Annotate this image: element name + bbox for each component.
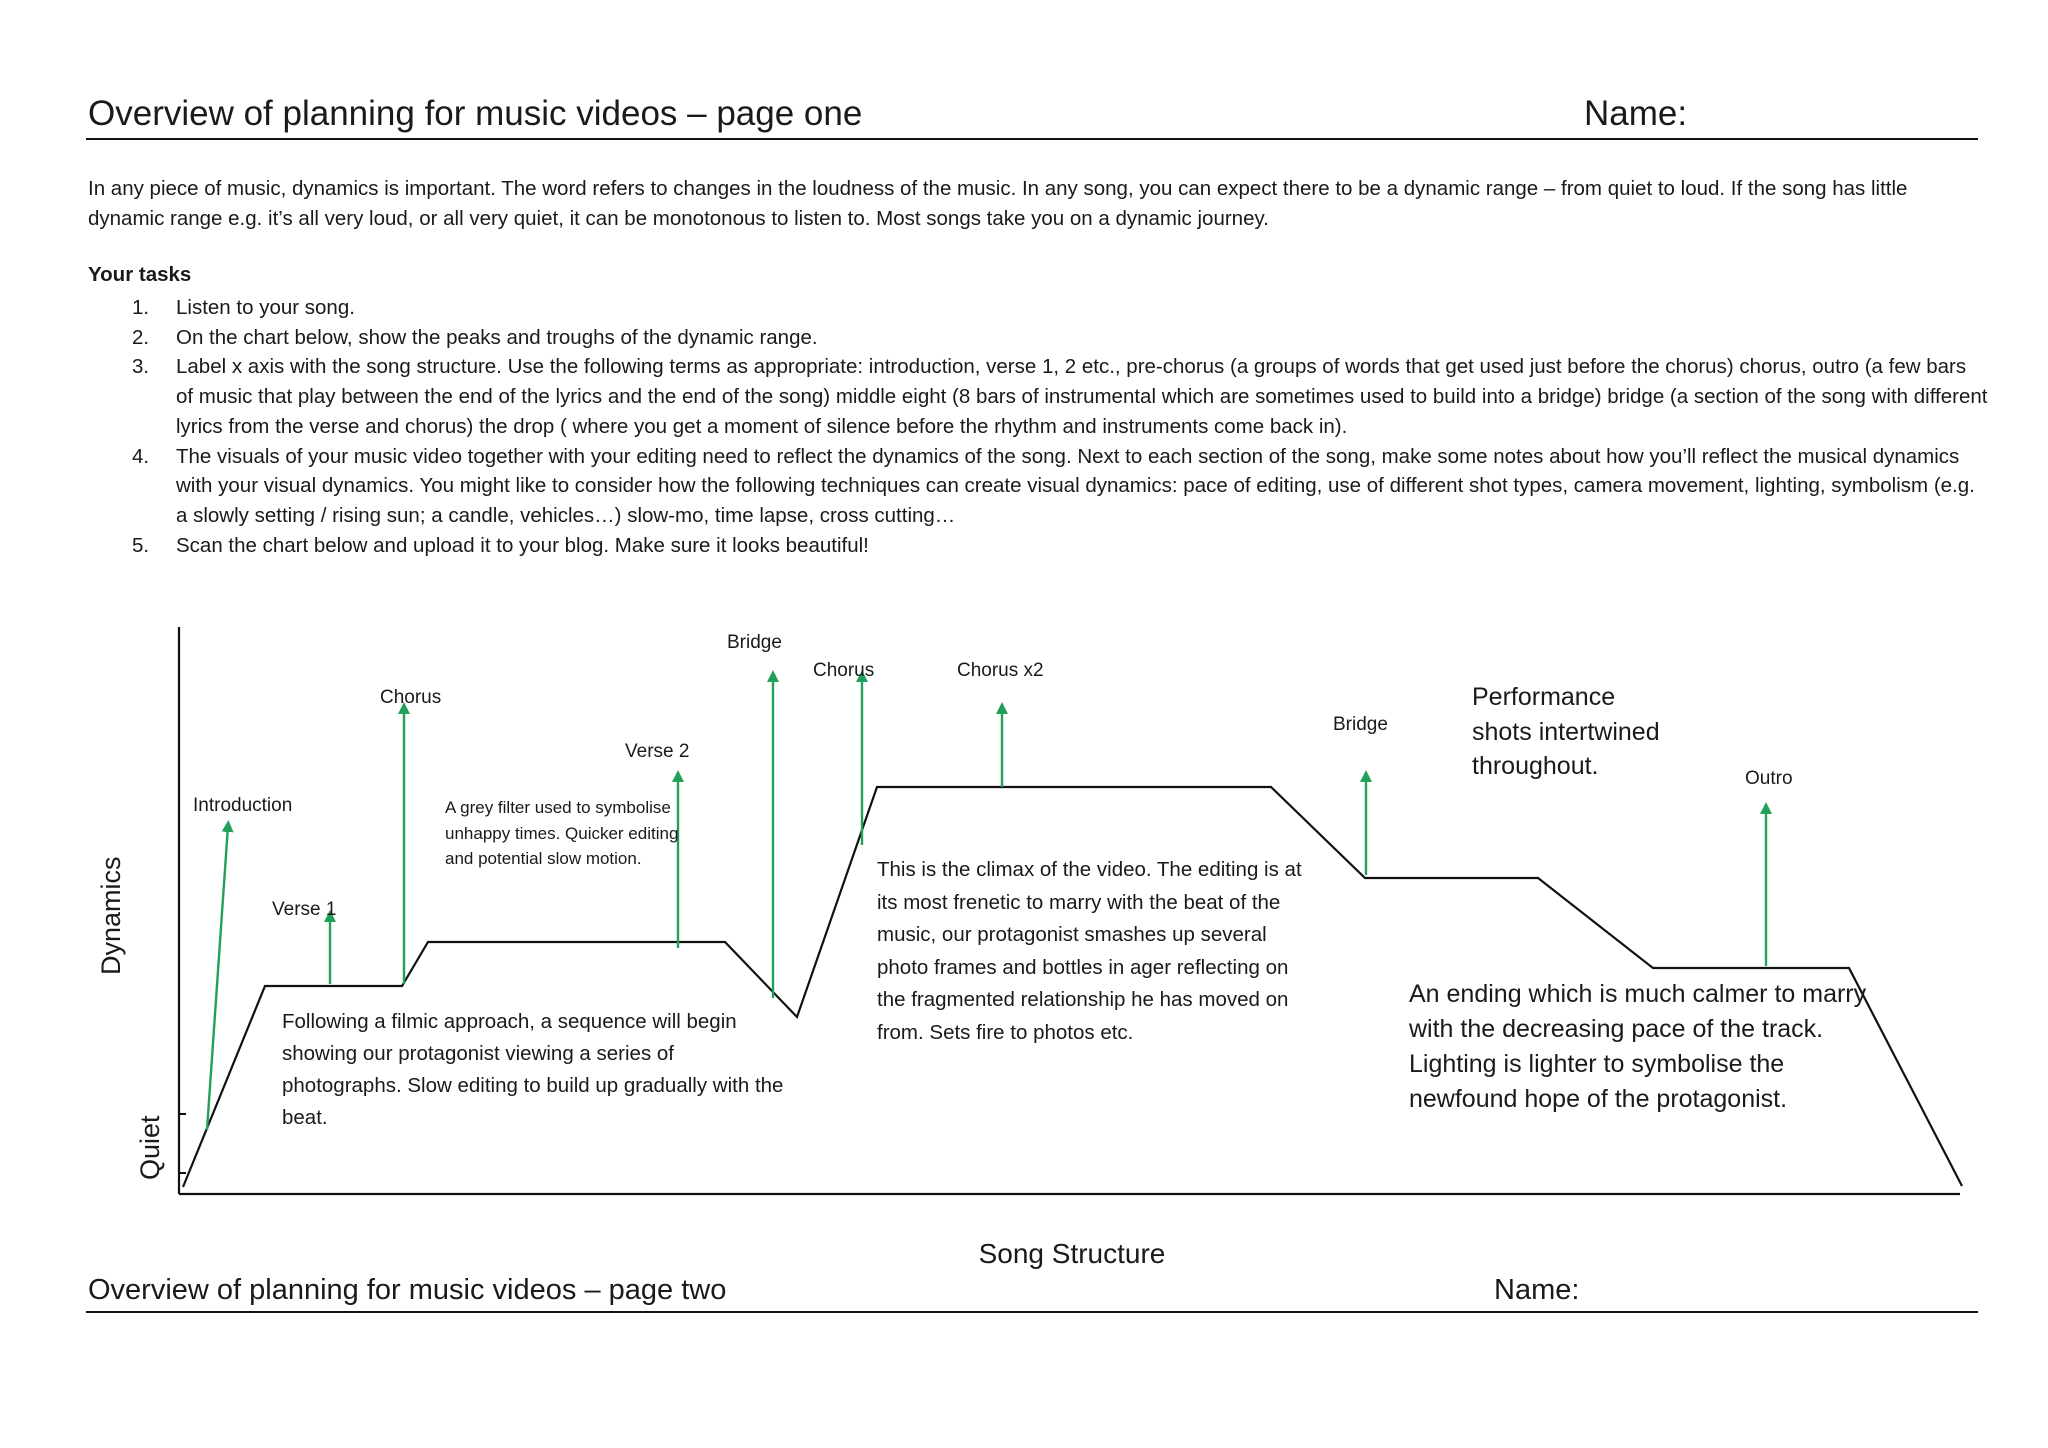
task-number: 5. <box>132 533 150 557</box>
section-label: Outro <box>1745 768 1793 789</box>
task-text: On the chart below, show the peaks and troughs of the dynamic range. <box>176 325 818 349</box>
ending-note: An ending which is much calmer to marry with the decreasing pace of the track. Lighting is lighter to symbolise the newfound hope of the protagonist. <box>1409 980 1867 1113</box>
task-number: 4. <box>132 444 150 468</box>
task-text: Listen to your song. <box>176 296 355 319</box>
task-number: 3. <box>132 355 150 379</box>
task-number: 1. <box>132 296 150 319</box>
section-label: Introduction <box>193 795 293 816</box>
section-label: Bridge <box>727 632 782 653</box>
task-number: 2. <box>132 325 150 349</box>
section-label: Chorus <box>813 660 875 681</box>
task-text: The visuals of your music video together with your editing need to reflect the dynamics of the song. Next to each section of the song, make some notes about how you’ll reflect the musical dynamics with your visual dynamics. You might like to consider how the following techniques can create visual dynamics: pace of editing, use of different shot types, camera movement, lighting, symbolism (e.g. a slowly setting / rising sun; a candle, vehicles…) slow-mo, time lapse, cross cutting… <box>176 444 1975 527</box>
page-one-title: Overview of planning for music videos – page one <box>88 94 863 133</box>
y-axis-label: Dynamics <box>96 856 126 975</box>
section-label: Verse 1 <box>272 899 337 920</box>
verse1-note: Following a filmic approach, a sequence will begin showing our protagonist viewing a series of photographs. Slow editing to build up gradually with the beat. <box>282 1010 784 1129</box>
grey-filter-note: A grey filter used to symbolise unhappy times. Quicker editing and potential slow motion. <box>445 798 679 868</box>
task-text: Label x axis with the song structure. Use the following terms as appropriate: introduction, verse 1, 2 etc., pre-chorus (a groups of words that get used just before the chorus) chorus, outro (a few bars of music that play between the end of the lyrics and the end of the song) middle eight (8 bars of instrumental which are sometimes used to build into a bridge) bridge (a section of the song with different lyrics from the verse and chorus) the drop ( where you get a moment of silence before the rhythm and instruments come back in). <box>176 355 1988 438</box>
page-one-name-label: Name: <box>1584 94 1688 133</box>
climax-note: This is the climax of the video. The editing is at its most frenetic to marry with the beat of the music, our protagonist smashes up several photo frames and bottles in ager reflecting on the fragmented relationship he has moved on from. Sets fire to photos etc. <box>877 858 1302 1044</box>
section-label: Bridge <box>1333 714 1388 735</box>
section-label: Verse 2 <box>625 741 690 762</box>
page-two-name-label: Name: <box>1494 1274 1580 1306</box>
performance-note: Performance shots intertwined throughout. <box>1472 683 1660 780</box>
tasks-heading: Your tasks <box>88 263 192 286</box>
page-two-header <box>86 1265 1978 1313</box>
intro-text: In any piece of music, dynamics is important. The word refers to changes in the loudness of the music. In any song, you can expect there to be a dynamic range – from quiet to loud. If the song has little dynamic range e.g. it’s all very loud, or all very quiet, it can be monotonous to listen to. Most songs take you on a dynamic journey. <box>88 177 1908 230</box>
task-text: Scan the chart below and upload it to your blog. Make sure it looks beautiful! <box>176 533 869 557</box>
y-axis-low-label: Quiet <box>135 1115 165 1180</box>
x-axis-label: Song Structure <box>978 1238 1166 1269</box>
section-label: Chorus x2 <box>957 660 1044 681</box>
page-two-title: Overview of planning for music videos – page two <box>88 1274 727 1306</box>
section-label: Chorus <box>380 687 442 708</box>
